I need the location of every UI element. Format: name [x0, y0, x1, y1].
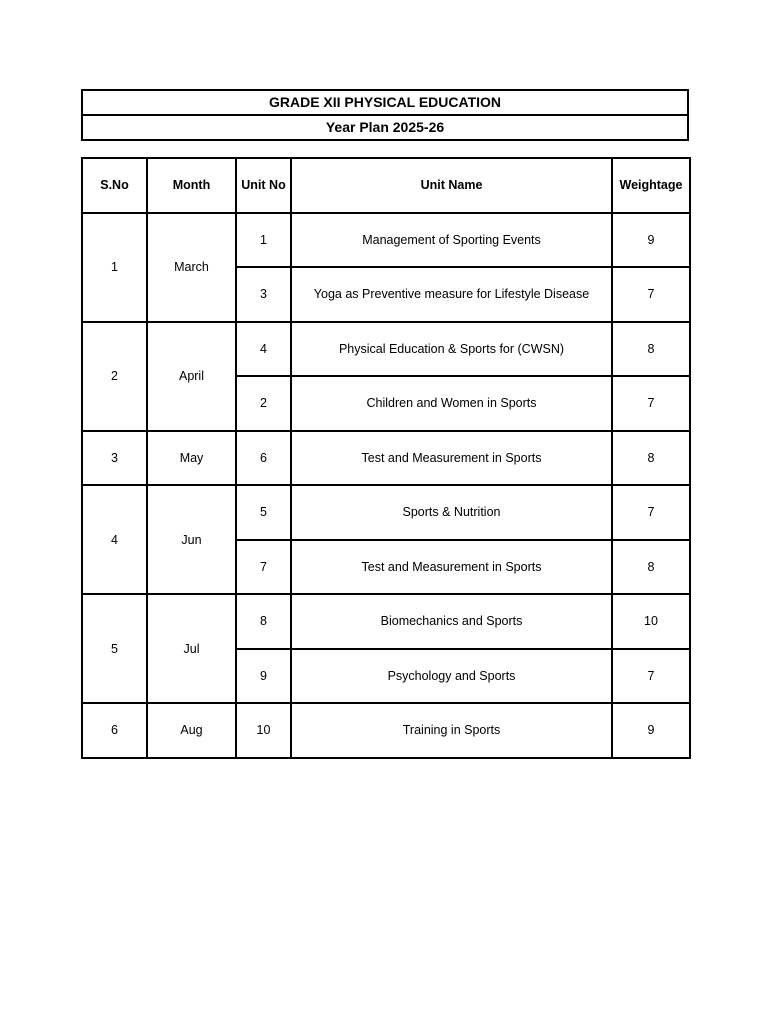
- month-cell: May: [147, 431, 236, 486]
- unit-name-cell: Children and Women in Sports: [291, 376, 612, 431]
- weightage-cell: 7: [612, 267, 690, 322]
- unit-name-cell: Yoga as Preventive measure for Lifestyle Disease: [291, 267, 612, 322]
- document-subtitle: Year Plan 2025-26: [83, 114, 687, 139]
- sno-cell: 3: [82, 431, 147, 486]
- month-cell: Aug: [147, 703, 236, 758]
- table-row: [82, 485, 690, 540]
- unit-name-cell: Sports & Nutrition: [291, 485, 612, 540]
- sno-cell: 5: [82, 594, 147, 703]
- weightage-cell: 8: [612, 431, 690, 486]
- table-row: [82, 431, 690, 486]
- unit-no-cell: 3: [236, 267, 291, 322]
- table-body: [82, 213, 690, 758]
- month-cell: Jul: [147, 594, 236, 703]
- unit-name-cell: Physical Education & Sports for (CWSN): [291, 322, 612, 377]
- sno-cell: 6: [82, 703, 147, 758]
- unit-name-cell: Test and Measurement in Sports: [291, 540, 612, 595]
- weightage-cell: 7: [612, 376, 690, 431]
- table-row: [82, 322, 690, 377]
- unit-name-cell: Psychology and Sports: [291, 649, 612, 704]
- table-row: [82, 703, 690, 758]
- unit-name-cell: Biomechanics and Sports: [291, 594, 612, 649]
- table-row: [82, 213, 690, 268]
- weightage-cell: 9: [612, 703, 690, 758]
- unit-no-cell: 5: [236, 485, 291, 540]
- unit-no-cell: 2: [236, 376, 291, 431]
- month-cell: March: [147, 213, 236, 322]
- weightage-cell: 8: [612, 540, 690, 595]
- month-cell: April: [147, 322, 236, 431]
- weightage-cell: 7: [612, 649, 690, 704]
- weightage-cell: 9: [612, 213, 690, 268]
- column-header-unit-no: Unit No: [236, 158, 291, 213]
- unit-no-cell: 9: [236, 649, 291, 704]
- unit-no-cell: 6: [236, 431, 291, 486]
- column-header-sno: S.No: [82, 158, 147, 213]
- weightage-cell: 7: [612, 485, 690, 540]
- unit-no-cell: 8: [236, 594, 291, 649]
- column-header-weightage: Weightage: [612, 158, 690, 213]
- document-title: GRADE XII PHYSICAL EDUCATION: [268, 94, 502, 110]
- weightage-cell: 10: [612, 594, 690, 649]
- sno-cell: 1: [82, 213, 147, 322]
- header-row: [82, 158, 690, 213]
- unit-no-cell: 1: [236, 213, 291, 268]
- column-header-month: Month: [147, 158, 236, 213]
- weightage-cell: 8: [612, 322, 690, 377]
- unit-no-cell: 4: [236, 322, 291, 377]
- unit-name-cell: Training in Sports: [291, 703, 612, 758]
- unit-name-cell: Management of Sporting Events: [291, 213, 612, 268]
- table-row: [82, 594, 690, 649]
- unit-name-cell: Test and Measurement in Sports: [291, 431, 612, 486]
- table-header: [82, 158, 690, 213]
- sno-cell: 4: [82, 485, 147, 594]
- column-header-unit-name: Unit Name: [291, 158, 612, 213]
- sno-cell: 2: [82, 322, 147, 431]
- unit-no-cell: 10: [236, 703, 291, 758]
- year-plan-table: [81, 157, 691, 759]
- document-header: [81, 89, 689, 141]
- unit-no-cell: 7: [236, 540, 291, 595]
- month-cell: Jun: [147, 485, 236, 594]
